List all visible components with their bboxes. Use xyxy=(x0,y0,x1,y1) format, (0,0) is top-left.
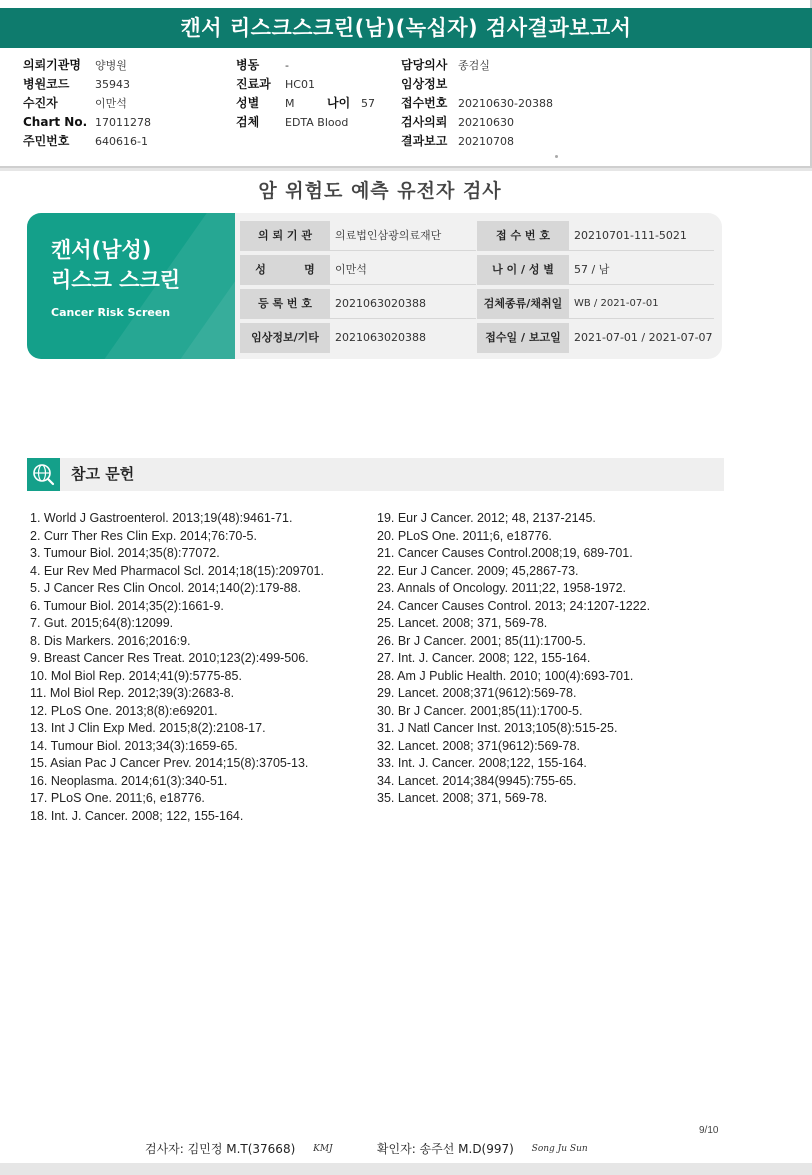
info-label: 검사의뢰 xyxy=(401,115,448,129)
dot-mark xyxy=(555,155,558,158)
info-label: 수진자 xyxy=(23,96,58,110)
references-header xyxy=(27,458,724,491)
summary-label: 접 수 번 호 xyxy=(477,221,569,251)
reference-item: 23. Annals of Oncology. 2011;22, 1958-1972. xyxy=(377,581,627,595)
info-value: EDTA Blood xyxy=(285,116,349,129)
info-row xyxy=(23,56,151,75)
info-label: 담당의사 xyxy=(401,58,448,72)
bottom-bar xyxy=(0,1163,812,1175)
section-title: 암 위험도 예측 유전자 검사 xyxy=(258,180,502,202)
info-row xyxy=(401,75,553,94)
reference-item: 35. Lancet. 2008; 371, 569-78. xyxy=(377,791,548,805)
reference-item: 33. Int. J. Cancer. 2008;122, 155-164. xyxy=(377,756,587,770)
info-row xyxy=(23,75,151,94)
info-row xyxy=(401,56,553,75)
info-row xyxy=(23,132,151,151)
summary-row xyxy=(240,289,714,320)
reference-item: 11. Mol Biol Rep. 2012;39(3):2683-8. xyxy=(30,686,235,700)
examiner-signature: KMJ xyxy=(313,1143,333,1154)
info-label: Chart No. xyxy=(23,115,88,129)
reference-item: 15. Asian Pac J Cancer Prev. 2014;15(8):3705-13. xyxy=(30,756,309,770)
info-col-2 xyxy=(236,56,375,132)
info-label: 병동 xyxy=(236,58,260,72)
summary-label: 접수일 / 보고일 xyxy=(477,323,569,353)
reference-item: 18. Int. J. Cancer. 2008; 122, 155-164. xyxy=(30,808,244,823)
report-title: 캔서 리스크스크린(남)(녹십자) 검사결과보고서 xyxy=(0,8,812,48)
info-value: M xyxy=(285,97,295,110)
info-label: 검체 xyxy=(236,115,260,129)
summary-card xyxy=(27,213,722,359)
info-col-1 xyxy=(23,56,151,151)
info-row xyxy=(236,94,375,113)
summary-value: 2021-07-01 / 2021-07-07 xyxy=(574,331,713,344)
reference-item: 34. Lancet. 2014;384(9945):755-65. xyxy=(377,773,577,788)
product-name xyxy=(51,235,180,295)
reference-item: 2. Curr Ther Res Clin Exp. 2014;76:70-5. xyxy=(30,528,257,543)
references-title: 참고 문헌 xyxy=(71,465,135,483)
reference-item: 22. Eur J Cancer. 2009; 45,2867-73. xyxy=(377,563,579,578)
reference-item: 6. Tumour Biol. 2014;35(2):1661-9. xyxy=(30,598,224,613)
summary-value: 의료법인삼광의료재단 xyxy=(330,221,476,251)
info-value: 20210630 xyxy=(458,116,514,129)
summary-value: WB / 2021-07-01 xyxy=(569,289,714,319)
info-value: 35943 xyxy=(95,78,130,91)
summary-value: 이만석 xyxy=(330,255,476,285)
references-list-right xyxy=(377,510,650,808)
examiner-text: 검사자: 김민정 M.T(37668) xyxy=(145,1142,296,1156)
patient-info-grid xyxy=(0,56,812,156)
info-label: 결과보고 xyxy=(401,134,448,148)
reference-item: 17. PLoS One. 2011;6, e18776. xyxy=(30,791,205,805)
info-label: 접수번호 xyxy=(401,96,448,110)
signature-footer xyxy=(145,1140,588,1157)
summary-label: 임상정보/기타 xyxy=(240,323,330,353)
info-label: 의뢰기관명 xyxy=(23,58,81,72)
reference-item: 19. Eur J Cancer. 2012; 48, 2137-2145. xyxy=(377,511,596,525)
reference-item: 12. PLoS One. 2013;8(8):e69201. xyxy=(30,703,218,718)
reference-item: 28. Am J Public Health. 2010; 100(4):693-701. xyxy=(377,668,634,683)
divider xyxy=(0,168,812,171)
reference-item: 20. PLoS One. 2011;6, e18776. xyxy=(377,528,552,543)
reference-item: 9. Breast Cancer Res Treat. 2010;123(2):499-506. xyxy=(30,651,309,665)
info-value: 이만석 xyxy=(95,97,127,110)
references-list-left xyxy=(30,510,324,825)
reference-item: 16. Neoplasma. 2014;61(3):340-51. xyxy=(30,773,228,788)
info-row xyxy=(401,132,553,151)
product-name-line1: 캔서(남성) xyxy=(51,238,152,262)
reference-item: 14. Tumour Biol. 2013;34(3):1659-65. xyxy=(30,738,238,753)
reference-item: 27. Int. J. Cancer. 2008; 122, 155-164. xyxy=(377,651,591,665)
info-label: 진료과 xyxy=(236,77,271,91)
summary-value: 2021063020388 xyxy=(335,331,426,344)
reference-item: 8. Dis Markers. 2016;2016:9. xyxy=(30,633,191,648)
summary-label: 의 뢰 기 관 xyxy=(240,221,330,251)
product-name-line2: 리스크 스크린 xyxy=(51,268,181,292)
info-row xyxy=(23,113,151,132)
info-label: 주민번호 xyxy=(23,134,70,148)
info-row xyxy=(236,75,375,94)
info-col-3 xyxy=(401,56,553,151)
reference-item: 4. Eur Rev Med Pharmacol Scl. 2014;18(15):209701. xyxy=(30,563,324,578)
summary-value: 20210701-111-5021 xyxy=(569,221,714,251)
info-value: - xyxy=(285,59,289,72)
reference-item: 32. Lancet. 2008; 371(9612):569-78. xyxy=(377,738,580,753)
age-value: 57 xyxy=(361,97,375,110)
summary-value: 57 / 남 xyxy=(569,255,714,285)
info-row xyxy=(23,94,151,113)
report-header xyxy=(0,0,812,168)
info-value: HC01 xyxy=(285,78,315,91)
info-row xyxy=(401,94,553,113)
info-value: 17011278 xyxy=(95,116,151,129)
summary-label: 성 명 xyxy=(240,255,330,285)
page-number: 9/10 xyxy=(699,1125,719,1136)
reference-item: 21. Cancer Causes Control.2008;19, 689-701. xyxy=(377,546,633,560)
reference-item: 24. Cancer Causes Control. 2013; 24:1207-1222. xyxy=(377,598,651,613)
summary-row xyxy=(240,323,714,354)
confirmer-text: 확인자: 송주선 M.D(997) xyxy=(376,1142,514,1156)
summary-label: 나 이 / 성 별 xyxy=(477,255,569,285)
reference-item: 3. Tumour Biol. 2014;35(8):77072. xyxy=(30,546,220,560)
reference-item: 31. J Natl Cancer Inst. 2013;105(8):515-25. xyxy=(377,721,618,735)
info-label: 성별 xyxy=(236,96,260,110)
info-label: 임상정보 xyxy=(401,77,448,91)
reference-item: 30. Br J Cancer. 2001;85(11):1700-5. xyxy=(377,703,583,718)
age-label: 나이 xyxy=(327,96,351,110)
reference-item: 29. Lancet. 2008;371(9612):569-78. xyxy=(377,686,577,700)
reference-item: 25. Lancet. 2008; 371, 569-78. xyxy=(377,616,548,630)
summary-row xyxy=(240,221,714,252)
reference-item: 1. World J Gastroenterol. 2013;19(48):9461-71. xyxy=(30,511,293,525)
reference-item: 26. Br J Cancer. 2001; 85(11):1700-5. xyxy=(377,633,586,648)
info-value: 640616-1 xyxy=(95,135,148,148)
info-value: 종검실 xyxy=(458,59,490,72)
reference-item: 7. Gut. 2015;64(8):12099. xyxy=(30,616,174,630)
info-row xyxy=(236,113,375,132)
info-row xyxy=(401,113,553,132)
summary-value: 2021063020388 xyxy=(330,289,476,319)
reference-item: 10. Mol Biol Rep. 2014;41(9):5775-85. xyxy=(30,668,242,683)
summary-row xyxy=(240,255,714,286)
info-value: 20210708 xyxy=(458,135,514,148)
summary-label: 검체종류/채취일 xyxy=(477,289,569,319)
info-value: 양병원 xyxy=(95,59,127,72)
info-value: 20210630-20388 xyxy=(458,97,553,110)
reference-item: 5. J Cancer Res Clin Oncol. 2014;140(2):179-88. xyxy=(30,581,301,595)
product-name-en: Cancer Risk Screen xyxy=(51,306,171,319)
info-label: 병원코드 xyxy=(23,77,70,91)
reference-item: 13. Int J Clin Exp Med. 2015;8(2):2108-17. xyxy=(30,721,266,735)
confirmer-signature: Song Ju Sun xyxy=(531,1143,588,1154)
info-row xyxy=(236,56,375,75)
product-panel xyxy=(27,213,235,359)
globe-search-icon xyxy=(27,458,60,491)
summary-label: 등 록 번 호 xyxy=(240,289,330,319)
